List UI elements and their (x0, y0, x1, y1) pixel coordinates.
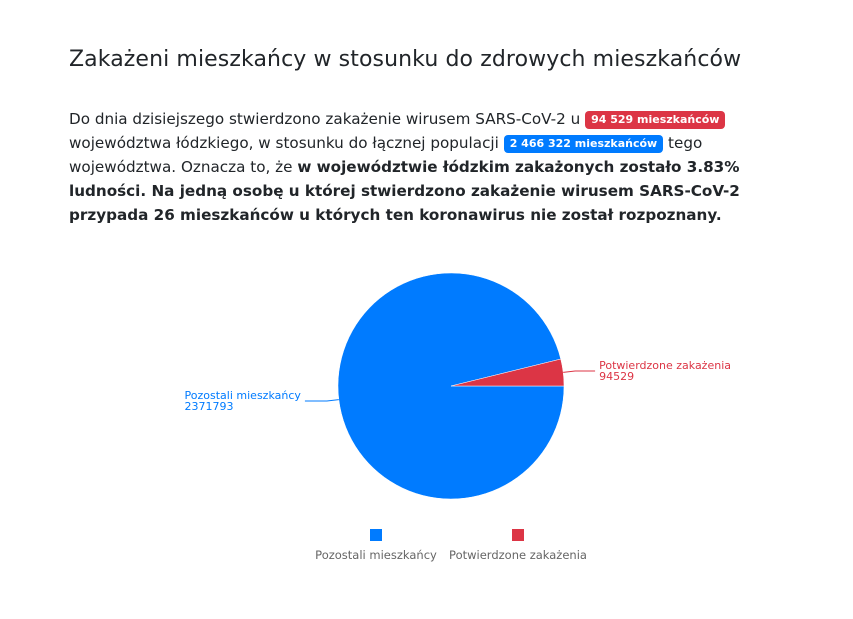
label-pozostali-mieszkancy-label-name: Pozostali mieszkańcy (184, 389, 301, 403)
label-pozostali-mieszkancy-label-value: 2371793 (184, 400, 234, 414)
label-potwierdzone-zakazenia-label-name: Potwierdzone zakażenia (599, 358, 732, 372)
population-count-badge: 2 466 322 mieszkańców (504, 135, 664, 153)
legend-pozostali-mieszkancy-swatch (370, 529, 382, 541)
summary-bold-text: w województwie łódzkim zakażonych zostało 3.83% ludności. Na jedną osobę u której stwierdzono zakażenie wirusem SARS-CoV-2 przypada 26 mieszkańców u których ten koronawirus nie został rozpoznany. (69, 158, 740, 224)
legend-pozostali-mieszkancy-text: Pozostali mieszkańcy (315, 548, 437, 562)
legend-potwierdzone-zakazenia-swatch (512, 529, 524, 541)
summary-text-2: województwa łódzkiego, w stosunku do łącznej populacji (69, 134, 504, 152)
label-potwierdzone-zakazenia-label-value: 94529 (599, 369, 635, 383)
infected-count-badge: 94 529 mieszkańców (585, 111, 725, 129)
legend-potwierdzone-zakazenia-text: Potwierdzone zakażenia (449, 548, 587, 562)
summary-text-1: Do dnia dzisiejszego stwierdzono zakażenie wirusem SARS-CoV-2 u (69, 110, 586, 128)
summary-text-3: tego województwa. Oznacza to, że (69, 134, 703, 176)
page-title: Zakażeni mieszkańcy w stosunku do zdrowych mieszkańców (69, 47, 742, 72)
label-potwierdzone-zakazenia-leader-line (563, 371, 595, 372)
label-pozostali-mieszkancy-leader-line (305, 400, 339, 401)
